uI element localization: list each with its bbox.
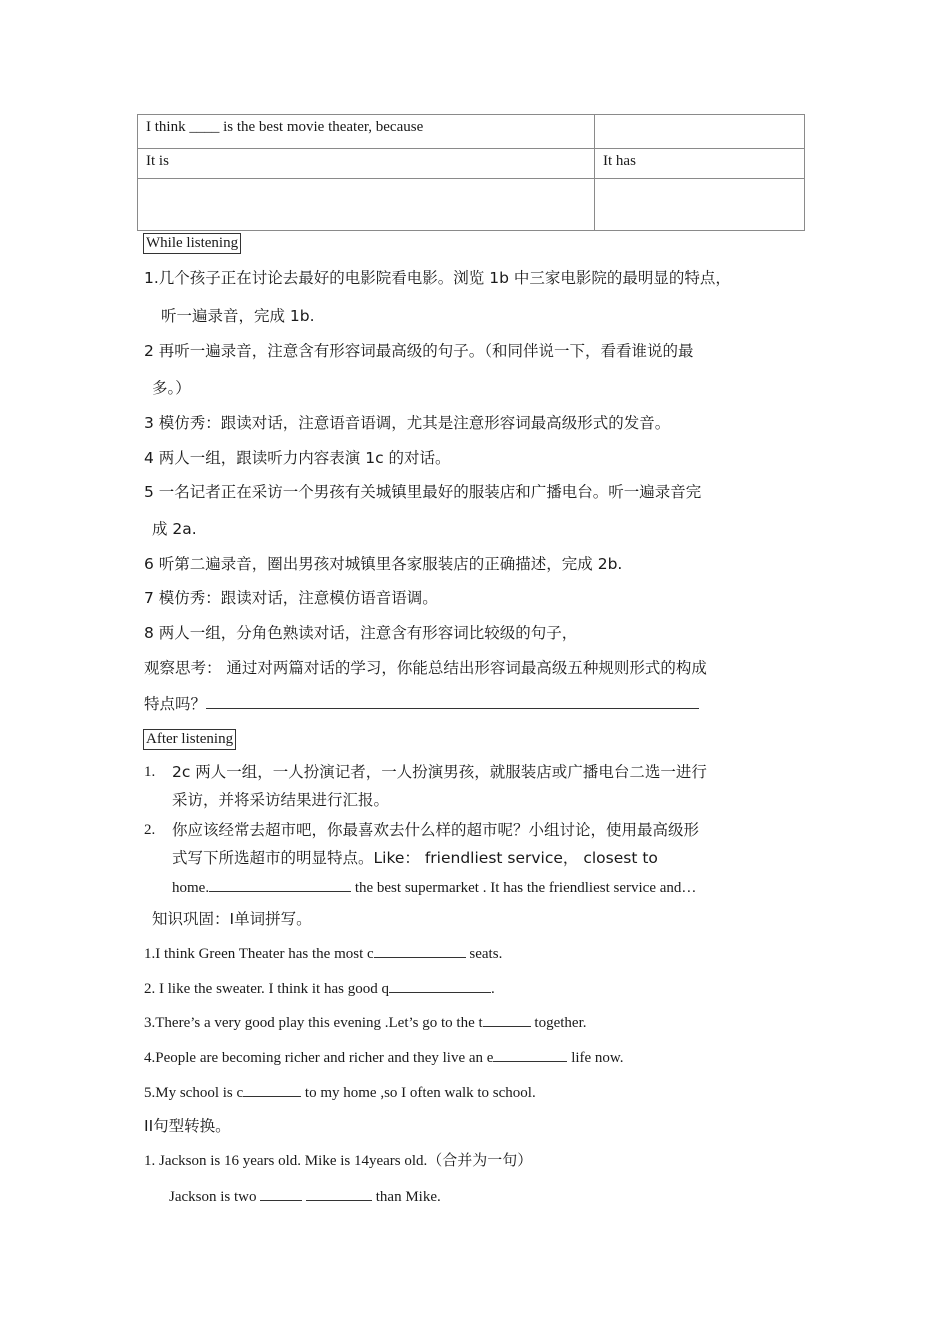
answer-blank[interactable] <box>374 943 466 958</box>
table-cell-empty <box>138 179 595 231</box>
table-cell <box>138 149 595 179</box>
exercise-item <box>144 978 495 999</box>
table-cell-text: It has <box>603 153 636 169</box>
answer-blank[interactable] <box>260 1186 302 1201</box>
text: seats. <box>469 946 503 962</box>
table-cell <box>595 149 805 179</box>
question-text: 特点吗？ <box>144 695 207 713</box>
list-item: 6 听第二遍录音，圈出男孩对城镇里各家服装店的正确描述，完成 2b. <box>144 555 623 573</box>
spelling-heading: 知识巩固：I单词拼写。 <box>152 910 312 928</box>
table-cell-text: It is <box>146 153 169 169</box>
list-item: 4 两人一组，跟读听力内容表演 1c 的对话。 <box>144 449 451 467</box>
list-item: 8 两人一组，分角色熟读对话，注意含有形容词比较级的句子， <box>144 624 578 642</box>
list-item <box>172 877 696 898</box>
answer-blank[interactable] <box>389 978 491 993</box>
list-item: 7 模仿秀：跟读对话，注意模仿语音语调。 <box>144 589 438 607</box>
table-cell <box>595 115 805 149</box>
answer-blank[interactable] <box>493 1047 567 1062</box>
list-item: 1.几个孩子正在讨论去最好的电影院看电影。浏览 1b 中三家电影院的最明显的特点， <box>144 269 731 287</box>
answer-blank[interactable] <box>206 694 699 709</box>
list-item: 2c 两人一组，一人扮演记者，一人扮演男孩，就服装店或广播电台二选一进行 <box>172 763 707 781</box>
answer-blank[interactable] <box>209 877 351 892</box>
list-number: 2. <box>144 822 156 838</box>
text: 4.People are becoming richer and richer and they live an e <box>144 1050 494 1066</box>
exercise-item <box>144 1047 624 1068</box>
list-item: 听一遍录音，完成 1b. <box>161 307 315 325</box>
transform-heading: II句型转换。 <box>144 1117 231 1135</box>
text: 2. I like the sweater. I think it has good q <box>144 981 389 997</box>
answer-blank[interactable] <box>306 1186 372 1201</box>
table-cell <box>138 115 595 149</box>
text: home. <box>172 880 210 896</box>
text: 5.My school is c <box>144 1085 244 1101</box>
exercise-item <box>144 943 502 964</box>
list-item: 你应该经常去超市吧，你最喜欢去什么样的超市呢？小组讨论，使用最高级形 <box>172 821 700 839</box>
list-item: 3 模仿秀：跟读对话，注意语音语调，尤其是注意形容词最高级形式的发音。 <box>144 414 671 432</box>
table-cell-text: I think ____ is the best movie theater, because <box>146 119 424 135</box>
list-item: 5 一名记者正在采访一个男孩有关城镇里最好的服装店和广播电台。听一遍录音完 <box>144 483 702 501</box>
text: than Mike. <box>375 1189 441 1205</box>
list-item: 2 再听一遍录音，注意含有形容词最高级的句子。（和同伴说一下，看看谁说的最 <box>144 342 694 360</box>
movie-theater-table <box>137 114 805 231</box>
exercise-item <box>144 1082 536 1103</box>
list-item: 式写下所选超市的明显特点。Like： friendliest service， closest to <box>172 849 658 867</box>
answer-blank[interactable] <box>483 1012 531 1027</box>
text: 3.There’s a very good play this evening .Let’s go to the t <box>144 1015 483 1031</box>
list-number: 1. <box>144 764 156 780</box>
list-item: 多。） <box>152 379 191 397</box>
text: . <box>490 981 495 997</box>
exercise-item <box>144 1012 587 1033</box>
after-listening-heading: After listening <box>143 729 236 750</box>
exercise-item <box>169 1186 441 1207</box>
list-item: 采访，并将采访结果进行汇报。 <box>172 791 390 809</box>
while-listening-heading: While listening <box>143 233 241 254</box>
answer-blank[interactable] <box>243 1082 301 1097</box>
exercise-item: 1. Jackson is 16 years old. Mike is 14years old.（合并为一句） <box>144 1153 533 1169</box>
table-cell-empty <box>595 179 805 231</box>
list-item: 成 2a. <box>152 520 197 538</box>
text: 1.I think Green Theater has the most c <box>144 946 374 962</box>
text: Jackson is two <box>169 1189 257 1205</box>
text: life now. <box>571 1050 624 1066</box>
text: the best supermarket . It has the friendliest service and… <box>354 880 697 896</box>
text: together. <box>534 1015 587 1031</box>
list-item <box>144 694 699 714</box>
list-item: 观察思考： 通过对两篇对话的学习，你能总结出形容词最高级五种规则形式的构成 <box>144 659 707 677</box>
text: to my home ,so I often walk to school. <box>304 1085 536 1101</box>
